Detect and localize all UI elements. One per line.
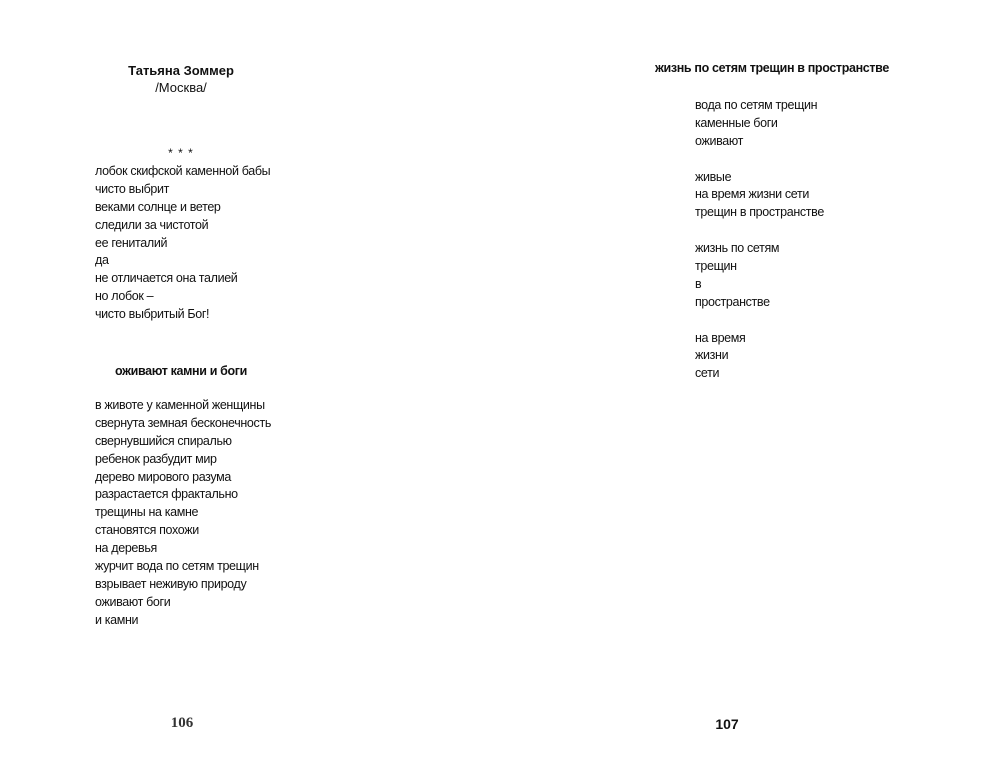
poem-line: лобок скифской каменной бабы [95, 164, 271, 178]
poem-line: веками солнце и ветер [95, 199, 221, 214]
poem-line: свернута земная бесконечность [95, 415, 271, 430]
poem-line: живые [695, 169, 732, 184]
author-name: Татьяна Зоммер [128, 63, 234, 78]
page-number: 106 [170, 715, 194, 731]
poem-line: не отличается она талией [95, 271, 238, 286]
poem-2-title: оживают камни и боги [114, 364, 247, 378]
poem-3 [695, 97, 824, 383]
poem-line: взрывает неживую природу [95, 576, 247, 591]
poem-line: сети [695, 366, 720, 381]
poem-line: на время жизни сети [695, 187, 809, 202]
poem-line: жизнь по сетям [695, 241, 780, 256]
poem-line: в животе у каменной женщины [95, 398, 265, 412]
poem-line: пространстве [695, 294, 770, 309]
stanza-gap [695, 151, 824, 169]
poem-line: свернувшийся спиралью [95, 433, 232, 448]
poem-line: следили за чистотой [95, 217, 209, 232]
poem-line: трещины на камне [95, 505, 199, 520]
poem-2 [95, 397, 271, 630]
poem-line: каменные боги [695, 115, 778, 130]
poem-line: в [695, 276, 702, 291]
poem-line: жизни [695, 348, 729, 363]
poem-line: дерево мирового разума [95, 469, 232, 484]
poem-line: ребенок разбудит мир [95, 451, 217, 466]
page-number: 107 [715, 716, 739, 732]
poem-line: разрастается фрактально [95, 487, 238, 502]
poem-line: да [95, 253, 109, 268]
author-city: /Москва/ [155, 80, 207, 95]
poem-1 [95, 163, 270, 324]
poem-line: становятся похожи [95, 523, 199, 538]
poem-line: вода по сетям трещин [695, 98, 818, 112]
poem-line: ее гениталий [95, 235, 168, 250]
left-page [0, 0, 500, 758]
stanza-gap [695, 312, 824, 330]
poem-line: оживают боги [95, 594, 171, 609]
author-block [95, 62, 267, 96]
poem-separator-stars: * * * [168, 146, 194, 160]
poem-line: трещин в пространстве [695, 205, 824, 220]
poem-line: на время [695, 330, 746, 345]
poem-line: но лобок – [95, 289, 154, 304]
poem-line: и камни [95, 612, 139, 627]
poem-line: чисто выбрит [95, 181, 169, 196]
poem-line: оживают [695, 133, 743, 148]
poem-3-title: жизнь по сетям трещин в пространстве [655, 61, 889, 75]
poem-line: чисто выбритый Бог! [95, 307, 210, 322]
poem-line: на деревья [95, 541, 157, 556]
right-page [500, 0, 1003, 758]
stanza-gap [695, 222, 824, 240]
poem-line: трещин [695, 259, 737, 274]
poem-line: журчит вода по сетям трещин [95, 559, 259, 574]
